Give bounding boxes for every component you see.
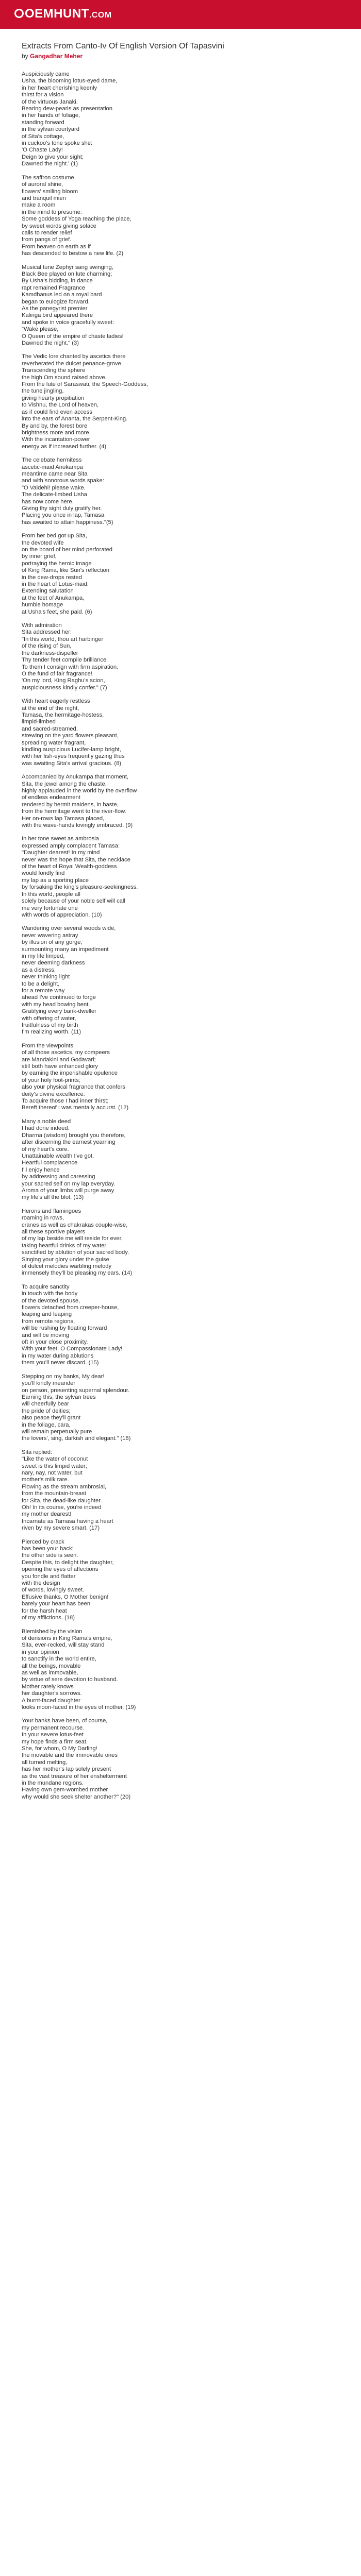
- poem-line: with offering of water,: [22, 1015, 76, 1022]
- poem-line: my permanent recourse.: [22, 1724, 85, 1731]
- poem-line: giving hearty propitiation: [22, 395, 85, 401]
- poem-line: Mother rarely knows: [22, 1683, 74, 1690]
- poem-line: with my head bowing bent.: [22, 1001, 90, 1008]
- poem-line: on the board of her mind perforated: [22, 547, 113, 553]
- poem-line: the devoted wife: [22, 539, 64, 546]
- stanza: [22, 1629, 331, 1711]
- poem-line: Sita addressed her:: [22, 629, 72, 636]
- poem-line: In your severe lotus-feet: [22, 1732, 84, 1738]
- poem-line: at the end of the night,: [22, 705, 79, 711]
- poem-line: opening the eyes of affections: [22, 1566, 99, 1573]
- poem-line: By Usha's bidding, in dance: [22, 278, 93, 284]
- poem-line: kindling auspicious Lucifer-lamp bright,: [22, 746, 121, 753]
- poem-line: the pride of deities;: [22, 1408, 71, 1414]
- poem-line: highly applauded in the world by the overflow: [22, 788, 137, 794]
- poem-line: Sita, ever-recked, will stay stand: [22, 1642, 105, 1649]
- poem-line: The celebate hermitess: [22, 457, 82, 464]
- poem-line: Some goddess of Yoga reaching the place,: [22, 216, 132, 223]
- poem-line: has awaited to attain happiness."(5): [22, 519, 113, 526]
- poem-line: at Usha's feet, she paid. (6): [22, 608, 92, 615]
- stanza: [22, 836, 331, 919]
- poem-line: rapt remained Fragrance: [22, 284, 86, 291]
- poem-line: has descended to bestow a new life. (2): [22, 250, 124, 257]
- poem-line: and will be moving: [22, 1332, 70, 1338]
- poem-line: and sacred-streamed,: [22, 725, 78, 732]
- poem-line: of the virtuous Janaki.: [22, 98, 78, 105]
- site-header: [0, 0, 361, 29]
- poem-line: nary, nay, not water, but: [22, 1469, 83, 1476]
- poem-line: surmounting many an impediment: [22, 946, 109, 953]
- byline: [22, 53, 331, 60]
- poem-line: of auroral shine,: [22, 181, 63, 188]
- poem-line: From her bed got up Sita,: [22, 533, 87, 539]
- poem-line: the tune jingling,: [22, 388, 64, 395]
- poem-line: with the wave-hands lovingly embraced. (9): [22, 822, 133, 829]
- stanza: [22, 175, 331, 258]
- poem-line: with the design: [22, 1580, 60, 1587]
- poem-line: by earning the imperishable opulence: [22, 1070, 118, 1077]
- poem-line: of King Rama, like Sun's reflection: [22, 567, 110, 574]
- poem-line: Kamdhanus led on a royal bard: [22, 292, 102, 298]
- poem-line: Deign to give your sight;: [22, 154, 84, 160]
- poem-line: for Sita, the dead-like daughter.: [22, 1497, 102, 1504]
- poem-line: Transcending the sphere: [22, 367, 86, 374]
- poem-line: Heartful complacence: [22, 1160, 78, 1166]
- poem-line: To acquire sanctity: [22, 1283, 70, 1290]
- poem-line: in the sylvan courtyard: [22, 126, 79, 133]
- poem-line: standing forward: [22, 119, 64, 126]
- poem-line: all turned melting,: [22, 1759, 68, 1766]
- poem-line: by forsaking the king's pleasure-seekingness.: [22, 884, 138, 891]
- poem-line: leaping and leaping: [22, 1311, 72, 1318]
- poem-line: on person, presenting supernal splendour.: [22, 1387, 129, 1394]
- poem-line: The Vedic lore chanted by ascetics there: [22, 353, 126, 360]
- poem-line: of the rising of Sun,: [22, 643, 72, 650]
- poem-line: the movable and the immovable ones: [22, 1752, 118, 1759]
- stanza: [22, 533, 331, 616]
- poem-line: spreading water fragrant,: [22, 739, 86, 746]
- poem-line: flowers detached from creeper-house,: [22, 1304, 119, 1311]
- poem-line: With admiration: [22, 622, 62, 629]
- poem-line: With heart eagerly restless: [22, 698, 90, 705]
- poem-line: To acquire those I had inner thirst;: [22, 1098, 109, 1105]
- stanza: [22, 1718, 331, 1801]
- poem-line: in the dew-drops rested: [22, 574, 82, 581]
- poem-line: Dawned the night." (3): [22, 340, 79, 347]
- poem-line: from the hermitage went to the river-flow.: [22, 808, 126, 815]
- poem-line: auspiciousness kindly confer." (7): [22, 684, 107, 691]
- poem-line: in your opinion: [22, 1649, 59, 1655]
- poem-line: never thinking light: [22, 974, 70, 980]
- poem-line: O Queen of the empire of chaste ladies!: [22, 333, 124, 340]
- poem-line: Dharma (wisdom) brought you therefore,: [22, 1132, 126, 1139]
- poem-line: never wavering astray: [22, 932, 78, 939]
- poem-line: of the devoted spouse,: [22, 1297, 80, 1304]
- poem-line: sweet is this limpid water;: [22, 1463, 87, 1469]
- poem-line: for the harsh heat: [22, 1607, 67, 1614]
- poem-line: Dawned the night.' (1): [22, 161, 78, 167]
- poem-line: of Sita's cottage,: [22, 133, 64, 140]
- poem-line: I had done indeed.: [22, 1125, 70, 1132]
- poem-line: would fondly find: [22, 870, 65, 877]
- poem-line: Thy tender feet compile brilliance.: [22, 657, 108, 664]
- stanza: [22, 1539, 331, 1622]
- poem-line: was awaiting Sita's arrival gracious. (8): [22, 760, 122, 767]
- poem-line: all these sportive players: [22, 1228, 86, 1235]
- poem-line: Singing your glory under the guise: [22, 1256, 109, 1263]
- poem-line: as the vast treasure of her enshelterment: [22, 1773, 127, 1780]
- poem-line: Sita, the jewel among the chaste,: [22, 781, 107, 787]
- poem-line: Many a noble deed: [22, 1118, 71, 1125]
- poem-line: Auspiciously came: [22, 71, 70, 77]
- poem-line: Herons and flamingoes: [22, 1208, 81, 1214]
- poem-line: Sita replied:: [22, 1449, 53, 1455]
- poem-line: will be rushing by floating forward: [22, 1325, 107, 1332]
- poem-line: rendered by hermit maidens, in haste,: [22, 801, 119, 808]
- poem-line: ahead I've continued to forge: [22, 994, 96, 1001]
- poem-line: In this world, people all: [22, 891, 80, 897]
- poem-line: By and by, the forest bore: [22, 422, 88, 429]
- poem-line: by virtue of sere devotion to husband.: [22, 1676, 118, 1683]
- stanza: [22, 622, 331, 691]
- poem-line: Gratifying every bank-dweller: [22, 1008, 96, 1015]
- stanza: [22, 1118, 331, 1201]
- poem-line: and with sonorous words spake:: [22, 478, 104, 484]
- poem-line: and spoke in voice gracefully sweet:: [22, 319, 114, 326]
- poem-line: with her fish-eyes frequently gazing thus: [22, 753, 125, 760]
- poem-line: To them I consign with firm aspiration.: [22, 664, 119, 670]
- poem-line: Tamasa, the hermitage-hostess,: [22, 711, 104, 718]
- poem-line: still both have enhanced glory: [22, 1063, 99, 1070]
- poem-line: A burnt-faced daughter: [22, 1697, 80, 1704]
- poem-line: From the lute of Saraswati, the Speech-Goddess,: [22, 381, 149, 388]
- poem-line: calls to render relief: [22, 229, 72, 236]
- poem-line: make a room: [22, 202, 56, 209]
- poem-line: Your banks have been, of course,: [22, 1718, 108, 1724]
- poem-line: with words of appreciation. (10): [22, 911, 102, 918]
- poem-line: barely your heart has been: [22, 1601, 91, 1607]
- poem-line: the darkness-dispeller: [22, 650, 78, 656]
- stanza: [22, 457, 331, 526]
- poem-line: Extending salutation: [22, 588, 74, 595]
- poem-line: Oh! In its course, you're indeed: [22, 1504, 102, 1511]
- poem-line: the other side is seen.: [22, 1552, 78, 1559]
- poem-line: you fondle and flatter: [22, 1573, 76, 1580]
- poem-line: as well as immovable,: [22, 1669, 78, 1676]
- logo-tld: .COM: [89, 11, 112, 20]
- poem-line: Placing you once in lap, Tamasa: [22, 512, 105, 519]
- poem-line: roaming in rows,: [22, 1215, 64, 1222]
- poem-line: meantime came near Sita: [22, 470, 88, 477]
- stanza: [22, 1374, 331, 1443]
- poem-line: in my water during ablutions: [22, 1352, 94, 1359]
- stanza: [22, 71, 331, 168]
- poem-line: will cheerfully bear: [22, 1401, 70, 1408]
- poem-line: in the mind to presume:: [22, 209, 82, 215]
- poem-content: [22, 41, 331, 1807]
- poem-line: by sweet words giving solace: [22, 223, 96, 229]
- poem-line: of words, lovingly sweet.: [22, 1587, 85, 1594]
- poem-line: will remain perpetually pure: [22, 1428, 92, 1435]
- poem-line: flowers' smiling bloom: [22, 188, 78, 195]
- poem-line: Having own gem-wombed mother: [22, 1787, 108, 1793]
- poem-line: never was the hope that Sita, the necklace: [22, 856, 130, 863]
- poem-line: Musical tune Zephyr sang swinging,: [22, 264, 113, 270]
- stanza: [22, 925, 331, 1036]
- poem-line: reverberated the dulcet penance-grove.: [22, 360, 123, 367]
- poem-line: The saffron costume: [22, 174, 74, 181]
- poem-line: From the viewpoints: [22, 1042, 74, 1049]
- poem-line: and tranquil mien: [22, 195, 66, 201]
- poem-line: them you'll never discard. (15): [22, 1360, 99, 1366]
- poem-line: for a remote way: [22, 987, 65, 994]
- poem-line: also peace they'll grant: [22, 1415, 81, 1421]
- poem-line: mother's milk rare.: [22, 1477, 69, 1483]
- byline-prefix: by: [22, 53, 30, 60]
- poem-line: from remote regions,: [22, 1318, 75, 1325]
- author-link[interactable]: Gangadhar Meher: [30, 53, 83, 60]
- poem-line: of your holy foot-prints;: [22, 1077, 80, 1083]
- poem-line: in the mundane regions.: [22, 1780, 84, 1787]
- poem-line: to sanctify in the world entire,: [22, 1656, 96, 1663]
- poem-line: brightness more and more.: [22, 429, 91, 436]
- poem-line: at the feet of Anukampa,: [22, 595, 85, 601]
- poem-line: Bereft thereof I was mentally accurst. (12): [22, 1105, 129, 1111]
- poem-line: as a distress,: [22, 967, 56, 973]
- site-logo[interactable]: [14, 7, 112, 21]
- poem-line: As the panegyrist premier: [22, 306, 88, 312]
- poem-line: Flowing as the stream ambrosial,: [22, 1483, 107, 1490]
- poem-line: thirst for a vision: [22, 92, 64, 98]
- poem-line: in cuckoo's tone spoke she:: [22, 140, 93, 147]
- poem-line: Effusive thanks, O Mother benign!: [22, 1594, 109, 1600]
- poem-line: oft in your close proximity.: [22, 1339, 88, 1346]
- poem-line: 'On my lord, King Raghu's scion,: [22, 677, 105, 684]
- poem-line: from pangs of grief.: [22, 236, 72, 243]
- poem-line: Giving thy sight duly gratify her.: [22, 505, 102, 512]
- poem-line: Her on-rows lap Tamasa placed,: [22, 815, 105, 822]
- poem-line: energy as if increased further. (4): [22, 443, 107, 450]
- poem-line: With the incantation-power: [22, 436, 90, 443]
- stanza: [22, 774, 331, 829]
- poem-line: humble homage: [22, 602, 63, 608]
- poem-line: in touch with the body: [22, 1291, 78, 1297]
- poem-line: Aroma of your limbs will purge away: [22, 1187, 114, 1194]
- poem-line: solely because of your noble self will call: [22, 898, 125, 905]
- poem-line: "In this world, thou art harbinger: [22, 636, 104, 642]
- poem-line: in her heart cherishing keenly: [22, 84, 97, 91]
- poem-line: limpid-limbed: [22, 719, 56, 725]
- poem-line: "Daughter dearest! In my mind: [22, 850, 100, 856]
- poem-line: her daughter's sorrows.: [22, 1690, 82, 1697]
- poem-line: of my lap beside me will reside for ever,: [22, 1235, 123, 1242]
- poem-line: Blemished by the vision: [22, 1628, 83, 1635]
- poem-line: sanctified by ablution of your sacred body.: [22, 1249, 129, 1256]
- stanza: [22, 1449, 331, 1532]
- poem-line: of my afflictions. (18): [22, 1615, 75, 1621]
- poem-line: Pierced by crack: [22, 1538, 64, 1545]
- poem-line: With your feet, O Compassionate Lady!: [22, 1346, 123, 1352]
- poem-line: of my heart's core.: [22, 1146, 69, 1153]
- poem-line: are Mandakini and Godavari;: [22, 1056, 96, 1063]
- poem-line: Bearing dew-pearls as presentation: [22, 106, 112, 112]
- poem-line: my lap as a sporting place: [22, 877, 89, 884]
- poem-line: I'll enjoy hence: [22, 1166, 60, 1173]
- poem-line: Accompanied by Anukampa that moment,: [22, 774, 129, 781]
- poem-line: 'O Chaste Lady!: [22, 147, 63, 154]
- poem-line: immensely they'll be pleasing my ears. (14): [22, 1270, 133, 1277]
- stanza: [22, 1284, 331, 1367]
- poem-line: "Like the water of coconut: [22, 1456, 88, 1463]
- poem-line: Despite this, to delight the daughter,: [22, 1559, 114, 1566]
- poem-line: I'm realizing worth. (11): [22, 1029, 81, 1036]
- poem-line: me very fortunate one: [22, 905, 78, 911]
- poem-line: from the mountain-breast: [22, 1490, 86, 1497]
- poem-line: has her mother's lap solely present: [22, 1766, 111, 1773]
- poem-line: all the beings, movable: [22, 1663, 81, 1669]
- poem-line: She, for whom, O My Darling!: [22, 1745, 97, 1752]
- poem-line: Black Bee played on lute charming;: [22, 270, 112, 277]
- poem-line: O the fund of fair fragrance!: [22, 670, 92, 677]
- poem-line: cranes as well as chakrakas couple-wise,: [22, 1222, 128, 1228]
- poem-line: of endless endearment: [22, 794, 80, 801]
- poem-line: Wandering over several woods wide,: [22, 925, 116, 932]
- poem-line: why would she seek shelter another?" (20): [22, 1793, 131, 1800]
- poem-line: Earning this, the sylvan trees: [22, 1394, 96, 1400]
- poem-line: deity's divine excellence.: [22, 1091, 85, 1097]
- poem-line: into the ears of Ananta, the Serpent-King.: [22, 416, 128, 422]
- poem-line: taking heartful drinks of my water: [22, 1242, 107, 1249]
- poem-line: "O Vaidehi! please wake.: [22, 484, 86, 491]
- poem-line: in her hands of foliage,: [22, 112, 80, 119]
- logo-text: OEMHUNT: [25, 7, 89, 21]
- poem-line: began to eulogize forward.: [22, 298, 90, 305]
- stanza: [22, 1208, 331, 1277]
- poem-title: Extracts From Canto-Iv Of English Version Of Tapasvini: [22, 42, 224, 50]
- poem-line: The delicate-limbed Usha: [22, 492, 87, 498]
- poem-line: of the heart of Royal Wealth-goddess: [22, 863, 117, 870]
- poem-line: my hope finds a firm seat.: [22, 1738, 88, 1745]
- poem-line: strewing on the yard flowers pleasant,: [22, 733, 119, 739]
- poem-line: In her tone sweet as ambrosia: [22, 836, 99, 842]
- poem-line: in the heart of Lotus-maid.: [22, 581, 89, 588]
- poem-line: you'll kindly meander: [22, 1380, 76, 1387]
- poem-line: to be a delight,: [22, 980, 60, 987]
- poem-line: never deeming darkness: [22, 960, 85, 967]
- stanza: [22, 353, 331, 450]
- poem-line: in my life limped,: [22, 953, 65, 959]
- poem-line: your sacred self on my lap everyday.: [22, 1180, 116, 1187]
- poem-line: by addressing and caressing: [22, 1174, 95, 1180]
- poem-line: as if could find even access: [22, 409, 92, 415]
- poem-line: in the foliage, cara,: [22, 1421, 71, 1428]
- poem-line: riven by my severe smart. (17): [22, 1525, 100, 1532]
- poem-line: the high Om sound raised above.: [22, 374, 107, 381]
- poem-line: "Wake please,: [22, 326, 59, 333]
- poem-line: of all those ascetics, my compeers: [22, 1049, 110, 1056]
- poem-line: by inner grief,: [22, 553, 57, 560]
- poem-line: the lovers', sing, darkish and elegant." (16): [22, 1435, 131, 1442]
- poem-line: ascetic-maid Anukampa: [22, 464, 83, 470]
- poem-line: fruitfulness of my birth: [22, 1022, 78, 1028]
- poem-line: has now come here.: [22, 498, 74, 505]
- poem-line: has been your back;: [22, 1546, 74, 1552]
- poem-line: looks moon-faced in the eyes of mother. (19): [22, 1704, 136, 1710]
- poem-line: Unattainable wealth I've got.: [22, 1153, 94, 1159]
- stanza: [22, 698, 331, 767]
- poem-line: portraying the heroic image: [22, 560, 92, 567]
- poem-line: to Vishnu, the Lord of heaven,: [22, 402, 99, 409]
- poem-line: of dulcet melodies warbling melody: [22, 1263, 112, 1269]
- poem-line: Kalinga bird appeared there: [22, 312, 93, 319]
- poem-line: by illusion of any gorge,: [22, 939, 83, 946]
- poem-line: Incarnate as Tamasa having a heart: [22, 1518, 113, 1524]
- stanza: [22, 264, 331, 347]
- poem-line: From heaven on earth as if: [22, 243, 91, 250]
- poem-line: Stepping on my banks, My dear!: [22, 1373, 105, 1380]
- poem-line: after discerning the earnest yearning: [22, 1139, 116, 1146]
- poem-body: [22, 71, 331, 1801]
- logo-ring-icon: [14, 9, 24, 18]
- poem-line: expressed amply complacent Tamasa:: [22, 842, 120, 849]
- poem-line: Usha, the blooming lotus-eyed dame,: [22, 78, 118, 84]
- stanza: [22, 1043, 331, 1112]
- poem-line: my mother dearest!: [22, 1511, 72, 1518]
- poem-line: also your physical fragrance that confers: [22, 1084, 125, 1091]
- poem-line: of derisions in King Rama's empire,: [22, 1635, 112, 1641]
- poem-line: my life's all the blot. (13): [22, 1194, 84, 1201]
